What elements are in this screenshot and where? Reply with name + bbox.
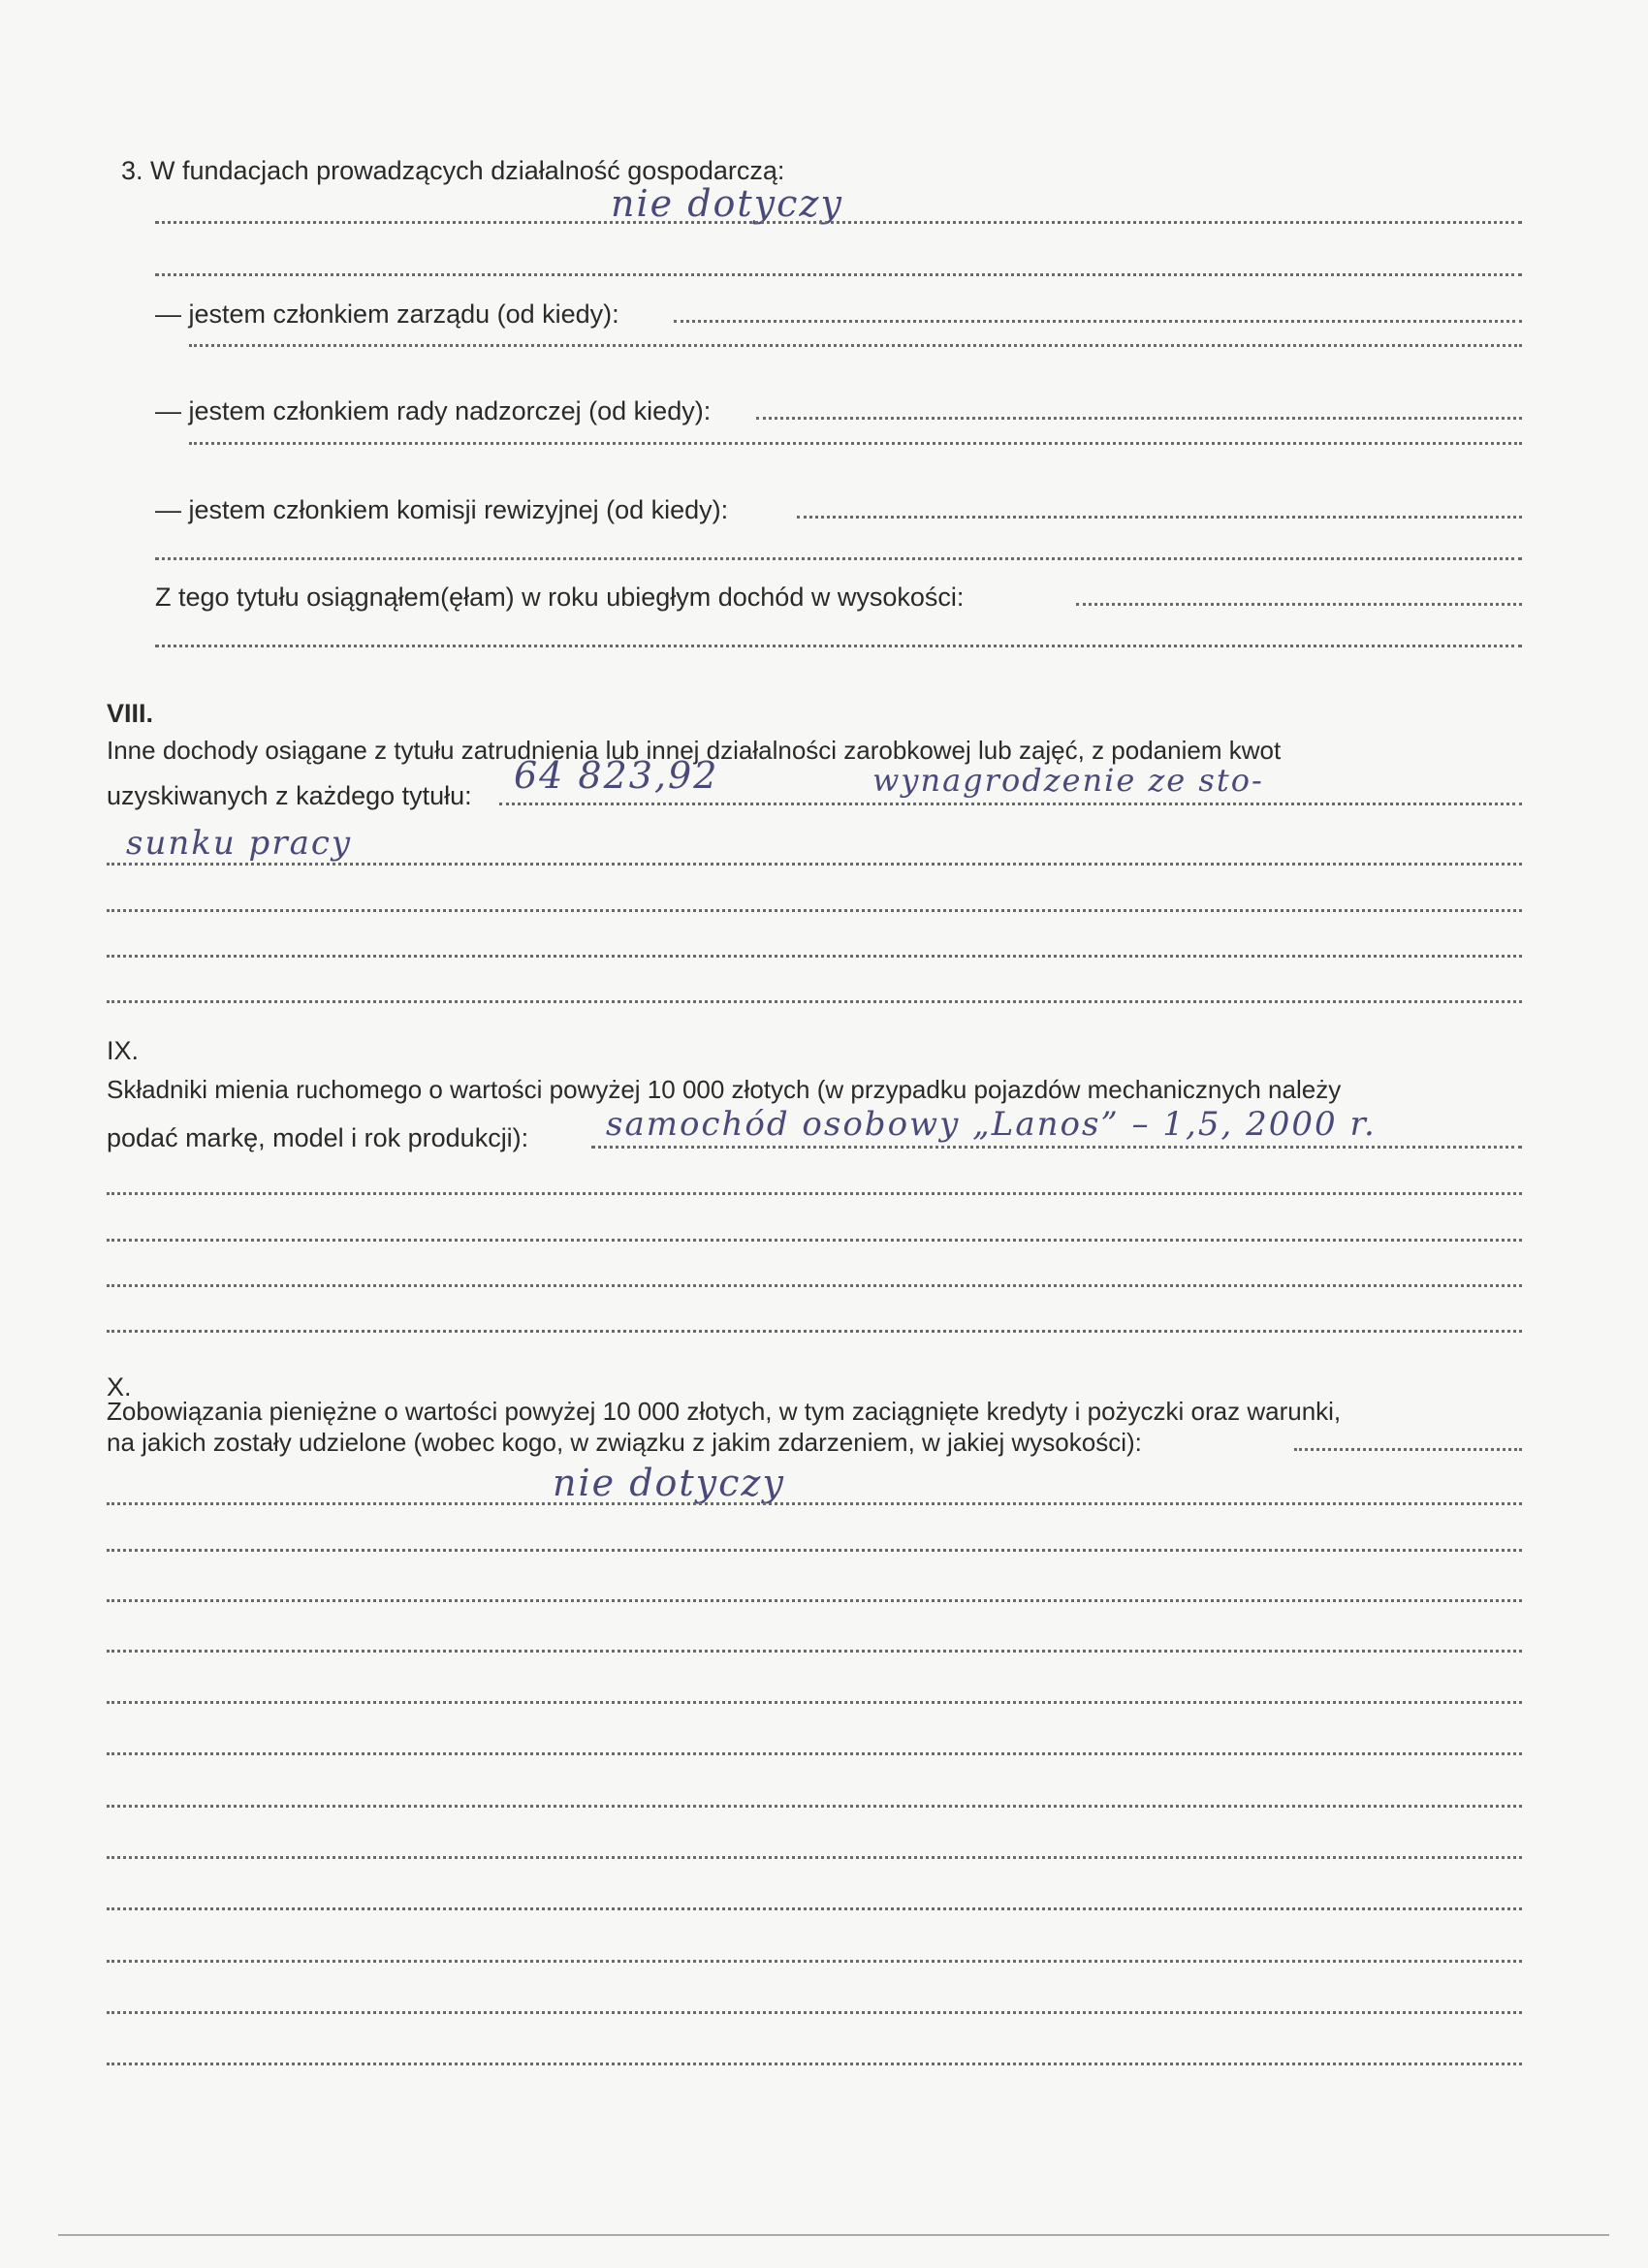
dotted-line [107, 955, 1522, 958]
dotted-line [107, 1805, 1522, 1808]
section-3-answer: nie dotyczy [611, 182, 843, 225]
dotted-line [591, 1146, 1522, 1149]
supervisory-member-label: — jestem członkiem rady nadzorczej (od kiedy): [155, 396, 712, 425]
section-10-line2: na jakich zostały udzielone (wobec kogo, w związku z jakim zdarzeniem, w jakiej wysokości): [107, 1428, 1142, 1457]
section-8-answer-line2: sunku pracy [126, 824, 353, 863]
dotted-line [107, 2063, 1522, 2065]
dotted-line [674, 320, 1522, 323]
page-bottom-rule [58, 2234, 1609, 2236]
section-8-heading: VIII. [107, 699, 154, 728]
dotted-line [155, 273, 1522, 276]
section-9-line1: Składniki mienia ruchomego o wartości powyżej 10 000 złotych (w przypadku pojazdów mechanicznych należy [107, 1075, 1342, 1104]
income-label: Z tego tytułu osiągnąłem(ęłam) w roku ubiegłym dochód w wysokości: [155, 583, 965, 612]
dotted-line [107, 1701, 1522, 1704]
section-10-line1: Zobowiązania pieniężne o wartości powyżej 10 000 złotych, w tym zaciągnięte kredyty i pożyczki oraz warunki, [107, 1397, 1342, 1426]
dotted-line [155, 557, 1522, 560]
dotted-line [155, 221, 1522, 224]
dotted-line [189, 344, 1522, 347]
dotted-line [107, 909, 1522, 912]
dotted-line [1076, 603, 1522, 606]
dotted-line [107, 1907, 1522, 1910]
dotted-line [107, 1000, 1522, 1003]
dotted-line [107, 1856, 1522, 1859]
section-8-line1: Inne dochody osiągane z tytułu zatrudnienia lub innej działalności zarobkowej lub zajęć, z podaniem kwot [107, 736, 1282, 765]
dotted-line [107, 1239, 1522, 1242]
section-10-answer: nie dotyczy [553, 1462, 785, 1504]
dotted-line [1294, 1448, 1522, 1451]
section-8-answer-text: wynagrodzenie ze sto- [872, 762, 1264, 799]
dotted-line [107, 1192, 1522, 1195]
dotted-line [107, 1502, 1522, 1505]
dotted-line [107, 1549, 1522, 1552]
dotted-line [155, 645, 1522, 647]
dotted-line [107, 1284, 1522, 1287]
dotted-line [797, 516, 1522, 519]
section-9-heading: IX. [107, 1036, 140, 1065]
dotted-line [107, 863, 1522, 866]
section-8-line2: uzyskiwanych z każdego tytułu: [107, 781, 472, 810]
dotted-line [107, 1752, 1522, 1755]
dotted-line [107, 1599, 1522, 1602]
dotted-line [756, 417, 1522, 420]
section-3-title: 3. W fundacjach prowadzących działalność gospodarczą: [121, 156, 785, 185]
section-8-answer-amount: 64 823,92 [514, 754, 719, 797]
dotted-line [107, 1960, 1522, 1963]
dotted-line [107, 1650, 1522, 1653]
section-9-answer: samochód osobowy „Lanos” – 1,5, 2000 r. [606, 1105, 1377, 1144]
section-9-line2: podać markę, model i rok produkcji): [107, 1123, 529, 1152]
dotted-line [189, 442, 1522, 445]
audit-member-label: — jestem członkiem komisji rewizyjnej (od kiedy): [155, 495, 729, 524]
board-member-label: — jestem członkiem zarządu (od kiedy): [155, 299, 619, 329]
dotted-line [499, 803, 1522, 805]
section-10-heading: X. [107, 1372, 132, 1402]
dotted-line [107, 2011, 1522, 2014]
dotted-line [107, 1330, 1522, 1333]
